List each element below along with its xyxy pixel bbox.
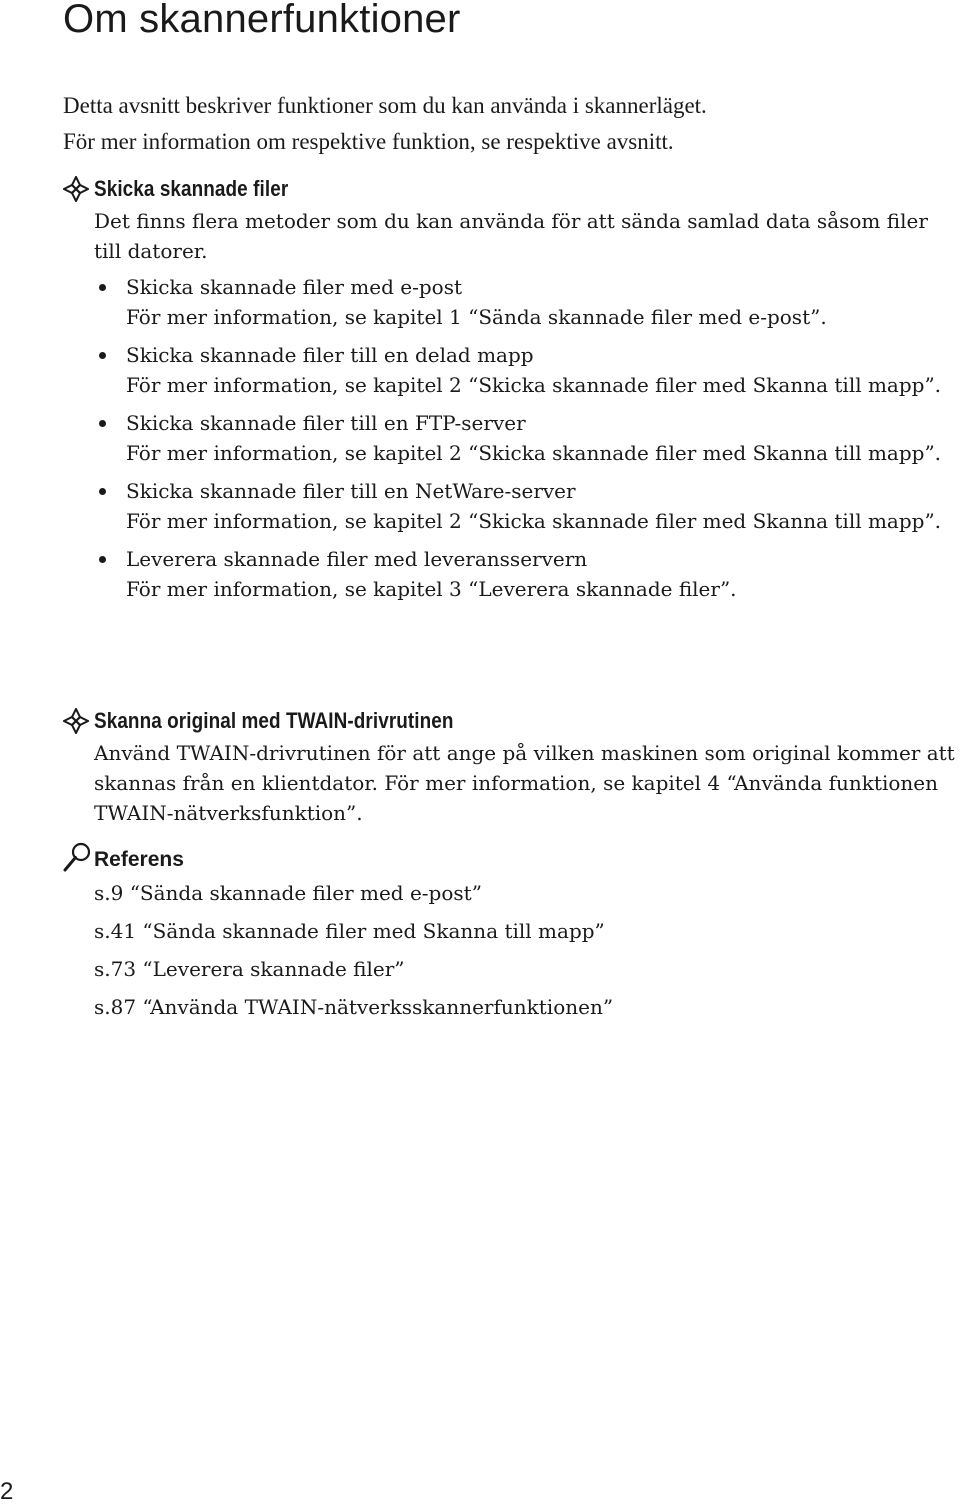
bullet-icon [99,488,106,495]
section-header [63,704,955,738]
section-send-scanned-files [63,172,955,612]
section-title: Skanna original med TWAIN-drivrutinen [94,708,454,733]
list-item-title: Skicka skannade filer till en NetWare-server [126,479,576,503]
list-item [94,476,955,536]
diamond-bullet-icon [63,708,89,734]
bullet-icon [99,284,106,291]
list-item [94,544,955,604]
bullet-icon [99,556,106,563]
list-item-title: Leverera skannade filer med leveransservern [126,547,588,571]
reference-link[interactable]: s.73 “Leverera skannade filer” [94,957,405,981]
list-item-description: För mer information, se kapitel 2 “Skicka skannade filer med Skanna till mapp”. [126,441,942,465]
bullet-icon [99,420,106,427]
list-item [94,408,955,468]
section-body [94,206,955,604]
reference-link[interactable]: s.87 “Använda TWAIN-nätverksskannerfunktionen” [94,995,614,1019]
diamond-bullet-icon [63,176,89,202]
magnifier-icon [60,840,94,874]
page-title: Om skannerfunktioner [63,0,461,41]
reference-header [60,838,952,874]
intro-line-2: För mer information om respektive funktion, se respektive avsnitt. [63,129,674,154]
section-title: Skicka skannade filer [94,176,289,201]
reference-title: Referens [94,848,184,871]
section-body [94,738,955,828]
reference-link[interactable]: s.9 “Sända skannade filer med e-post” [94,881,482,905]
section-header [63,172,955,206]
page-number: 2 [0,1478,14,1505]
intro [63,88,953,160]
list-item-description: För mer information, se kapitel 2 “Skicka skannade filer med Skanna till mapp”. [126,509,942,533]
list-item-title: Skicka skannade filer till en delad mapp [126,343,534,367]
intro-line-1: Detta avsnitt beskriver funktioner som du kan använda i skannerläget. [63,93,707,118]
section-twain [63,704,955,828]
list-item-title: Skicka skannade filer till en FTP-server [126,411,526,435]
list-item [94,340,955,400]
list-item-description: För mer information, se kapitel 3 “Leverera skannade filer”. [126,577,737,601]
reference-list [94,878,952,1030]
section-description: Använd TWAIN-drivrutinen för att ange på vilken maskinen som original kommer att skannas från en klientdator. För mer information, se kapitel 4 “Använda funktionen TWAIN-nätverksfunktion”. [94,741,955,825]
method-list [94,272,955,604]
list-item-description: För mer information, se kapitel 2 “Skicka skannade filer med Skanna till mapp”. [126,373,942,397]
reference-link[interactable]: s.41 “Sända skannade filer med Skanna till mapp” [94,919,605,943]
list-item-title: Skicka skannade filer med e-post [126,275,462,299]
bullet-icon [99,352,106,359]
reference-section [60,838,952,1030]
section-description: Det finns flera metoder som du kan använda för att sända samlad data såsom filer till datorer. [94,209,928,263]
list-item-description: För mer information, se kapitel 1 “Sända skannade filer med e-post”. [126,305,827,329]
list-item [94,272,955,332]
